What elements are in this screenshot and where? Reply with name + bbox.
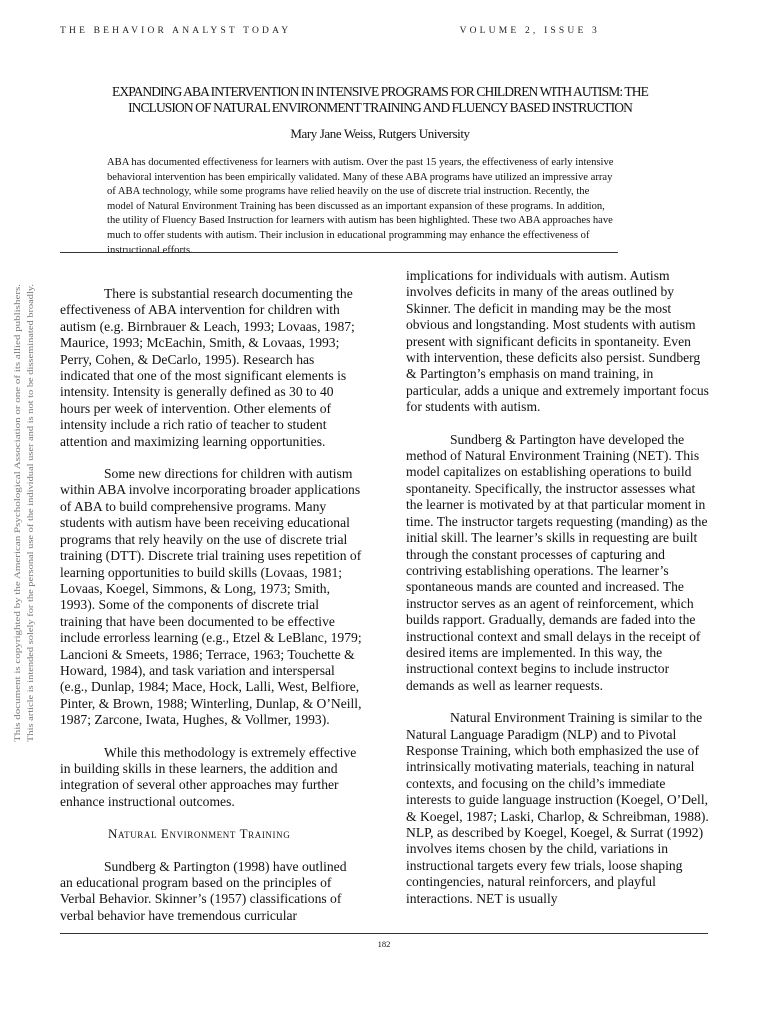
left-paragraph-2: Some new directions for children with autism within ABA involve incorporating broader applications of ABA to build comprehensive programs. Many students with autism have been receiving educational programs that rely heavily on the use of discrete trial training (DTT). Discrete trial training uses repetition of learning opportunities to build skills (Lovaas, 1981; Lovaas, Koegel, Simmons, & Long, 1973; Smith, 1993). Some of the components of discrete trial training that have been documented to be effective include errorless learning (e.g., Etzel & LeBlanc, 1979; Lancioni & Smeets, 1986; Terrace, 1963; Touchette & Howard, 1984), and task variation and interspersal (e.g., Dunlap, 1984; Mace, Hock, Lalli, West, Belfiore, Pinter, & Brown, 1988; Winterling, Dunlap, & O’Neill, 1987; Zarcone, Iwata, Hughes, & Vollmer, 1993). — [60, 466, 362, 728]
right-paragraph-2: Sundberg & Partington have developed the method of Natural Environment Training (NET). This model capitalizes on establishing operations to build spontaneity. Specifically, the instructor assesses what the learner is motivated by at that particular moment in time. The instructor targets requesting (manding) as the initial skill. The learner’s skills in requesting are built through the constant processes of capturing and contriving establishing operations. The learner’s spontaneous mands are counted and increased. The instructor serves as an agent of reinforcement, which builds rapport. Gradually, demands are faded into the instructional context and small delays in the receipt of desired items are implemented. In this way, the instructional context begins to include instructor demands as well as learner requests. — [406, 431, 708, 693]
footer-divider — [60, 933, 708, 934]
side-notice-svg — [8, 282, 40, 744]
side-notice-line-1: This document is copyrighted by the American Psychological Association or one of its allied publishers. — [13, 400, 22, 742]
left-paragraph-1: There is substantial research documenting the effectiveness of ABA intervention for children with autism (e.g. Birnbrauer & Leach, 1993; Lovaas, 1987; Maurice, 1993; McEachin, Smith, & Lovaas, 1993; Perry, Cohen, & DeCarlo, 1995). Research has indicated that one of the most significant elements is intensity. Intensity is generally defined as 30 to 40 hours per week of intervention. Other elements of intensity include a rich ratio of teacher to student attention and maximizing learning opportunities. — [60, 286, 355, 449]
running-head-journal: THE BEHAVIOR ANALYST TODAY — [60, 26, 292, 36]
title-line-1: EXPANDING ABA INTERVENTION IN INTENSIVE PROGRAMS FOR CHILDREN WITH AUTISM: THE — [112, 84, 648, 99]
abstract: ABA has documented effectiveness for learners with autism. Over the past 15 years, the effectiveness of early intensive behavioral intervention has been empirically validated. Many of these ABA programs have utilized an impressive array of ABA technology, while some programs have relied heavily on the use of discrete trial instruction. Recently, the model of Natural Environment Training has been discussed as an important expansion of these programs. In addition, the utility of Fluency Based Instruction for learners with autism has been highlighted. These two ABA approaches have much to offer students with autism. Their inclusion in educational programming may enhance the effectiveness of instructional efforts. — [107, 157, 614, 256]
body-column-right — [406, 268, 710, 907]
section-heading-net: Natural Environment Training — [108, 826, 291, 842]
author-line: Mary Jane Weiss, Rutgers University — [290, 126, 470, 141]
side-notice-line-2: This article is intended solely for the personal use of the individual user and is not to be disseminated broadly. — [26, 381, 35, 742]
abstract-divider — [60, 252, 618, 253]
running-head-volume: VOLUME 2, ISSUE 3 — [459, 26, 600, 36]
left-paragraph-4: Sundberg & Partington (1998) have outlined an educational program based on the principles of Verbal Behavior. Skinner’s (1957) classifications of verbal behavior have tremendous curricular — [60, 858, 347, 923]
title-line-2: INCLUSION OF NATURAL ENVIRONMENT TRAINING AND FLUENCY BASED INSTRUCTION — [128, 100, 632, 115]
left-paragraph-3: While this methodology is extremely effective in building skills in these learners, the addition and integration of several other approaches may further enhance instructional outcomes. — [60, 744, 357, 809]
right-paragraph-1: implications for individuals with autism. Autism involves deficits in many of the areas outlined by Skinner. The deficit in manding may be the most obvious and longstanding. Most students with autism present with significant deficits in spontaneity. Even with intervention, these deficits also persist. Sundberg & Partington’s emphasis on mand training, in particular, adds a unique and extremely important focus for students with autism. — [406, 268, 709, 415]
page-number: 182 — [377, 939, 391, 949]
copyright-side-notice — [8, 282, 40, 744]
right-paragraph-3: Natural Environment Training is similar to the Natural Language Paradigm (NLP) and to Pivotal Response Training, which both emphasized the use of intrinsically motivating materials, teaching in natural contexts, and focusing on the child’s immediate interests to guide language instruction (Koegel, O’Dell, & Koegel, 1987; Laski, Charlop, & Schreibman, 1988). NLP, as described by Koegel, Koegel, & Surrat (1992) involves items chosen by the child, variations in instructional targets every few trials, loose shaping contingencies, natural reinforcers, and playful interactions. NET is usually — [406, 710, 709, 906]
body-column-left — [60, 286, 362, 924]
article-title — [90, 84, 670, 116]
